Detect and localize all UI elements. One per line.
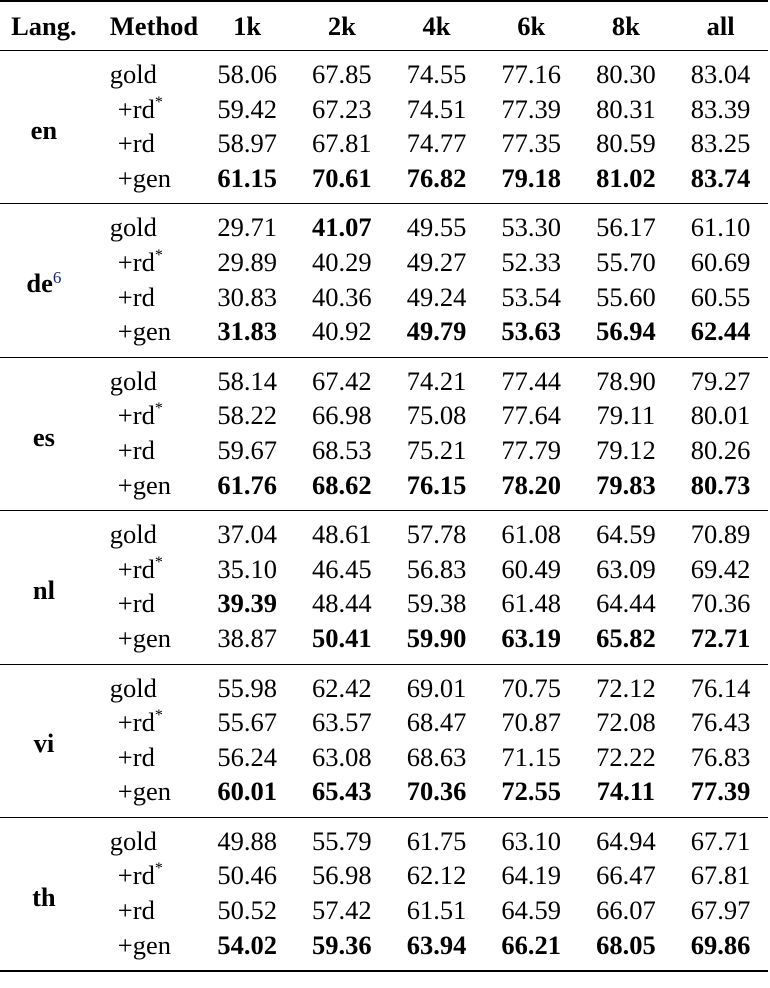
score-cell-4k: 74.51	[406, 93, 467, 124]
score-cell-all: 76.43	[690, 707, 751, 738]
method-cell	[88, 740, 200, 775]
score-cell-6k: 77.44	[501, 365, 561, 396]
table-row	[0, 92, 768, 127]
score-cell-8k: 55.60	[596, 281, 656, 312]
method-name: +gen	[117, 622, 172, 653]
score-cell-4k: 74.55	[406, 59, 467, 89]
method-name: +rd	[117, 707, 155, 738]
table-row	[0, 552, 768, 587]
method-name: +rd	[117, 281, 155, 312]
method-cell	[88, 928, 200, 972]
asterisk-marker: *	[154, 553, 163, 571]
score-cell-2k: 55.79	[312, 825, 372, 856]
method-cell	[88, 92, 200, 127]
method-name: +gen	[117, 469, 172, 500]
score-cell-2k: 63.57	[312, 707, 372, 738]
score-cell-6k: 77.39	[501, 93, 561, 124]
score-cell-8k: 64.59	[596, 519, 656, 550]
score-cell-4k: 75.08	[406, 400, 467, 431]
score-cell-all: 60.69	[690, 246, 751, 277]
score-cell-6k: 71.15	[501, 741, 561, 772]
language-label	[0, 51, 88, 204]
asterisk-marker: *	[154, 860, 163, 878]
score-cell-2k: 40.92	[312, 316, 372, 347]
score-cell-all: 67.81	[690, 860, 751, 891]
header-8k: 8k	[579, 1, 674, 51]
score-cell-1k: 58.06	[217, 59, 277, 89]
score-cell-1k: 31.83	[217, 316, 277, 347]
score-cell-6k: 78.20	[501, 469, 561, 500]
score-cell-8k: 56.17	[596, 212, 656, 243]
score-cell-8k: 55.70	[596, 246, 656, 277]
method-name: gold	[109, 365, 157, 396]
score-cell-6k: 63.10	[501, 825, 561, 856]
score-cell-6k: 70.87	[501, 707, 561, 738]
table-row	[0, 774, 768, 817]
method-cell	[88, 245, 200, 280]
table-row	[0, 398, 768, 433]
score-cell-4k: 76.15	[406, 469, 467, 500]
score-cell-1k: 61.15	[217, 162, 277, 193]
language-group-en	[0, 51, 768, 204]
score-cell-1k: 37.04	[217, 519, 277, 550]
score-cell-8k: 66.47	[596, 860, 656, 891]
method-cell	[88, 314, 200, 357]
score-cell-1k: 59.67	[217, 434, 277, 465]
method-name: +rd	[117, 895, 155, 926]
table-row	[0, 928, 768, 972]
score-cell-2k: 57.42	[312, 895, 372, 926]
score-cell-2k: 40.36	[312, 281, 372, 312]
score-cell-1k: 60.01	[217, 776, 277, 807]
method-cell	[88, 204, 200, 245]
method-cell	[88, 774, 200, 817]
method-cell	[88, 858, 200, 893]
score-cell-6k: 53.30	[501, 212, 561, 243]
method-cell	[88, 357, 200, 398]
score-cell-2k: 48.61	[312, 519, 372, 550]
method-name: +rd	[117, 128, 155, 159]
score-cell-8k: 72.08	[596, 707, 656, 738]
method-cell	[88, 664, 200, 705]
method-cell	[88, 433, 200, 468]
score-cell-6k: 52.33	[501, 246, 561, 277]
score-cell-all: 83.25	[690, 128, 751, 159]
score-cell-2k: 48.44	[312, 588, 372, 619]
score-cell-1k: 56.24	[217, 741, 277, 772]
header-1k: 1k	[200, 1, 295, 51]
table-row	[0, 817, 768, 858]
score-cell-1k: 58.22	[217, 400, 277, 431]
score-cell-8k: 63.09	[596, 553, 656, 584]
header-lang: Lang.	[0, 1, 88, 51]
score-cell-4k: 59.38	[406, 588, 467, 619]
score-cell-8k: 72.12	[596, 672, 656, 703]
score-cell-6k: 72.55	[501, 776, 561, 807]
score-cell-4k: 74.77	[406, 128, 467, 159]
score-cell-4k: 49.24	[406, 281, 467, 312]
table-row	[0, 511, 768, 552]
score-cell-4k: 69.01	[406, 672, 467, 703]
score-cell-2k: 40.29	[312, 246, 372, 277]
score-cell-6k: 63.19	[501, 622, 561, 653]
method-cell	[88, 552, 200, 587]
score-cell-8k: 80.31	[596, 93, 656, 124]
score-cell-8k: 72.22	[596, 741, 656, 772]
score-cell-2k: 41.07	[312, 212, 372, 243]
score-cell-8k: 74.11	[596, 776, 655, 807]
score-cell-6k: 53.54	[501, 281, 561, 312]
table-row	[0, 280, 768, 315]
table-row	[0, 740, 768, 775]
score-cell-8k: 56.94	[596, 316, 656, 347]
method-name: +rd	[117, 434, 155, 465]
score-cell-8k: 65.82	[596, 622, 656, 653]
table-row	[0, 245, 768, 280]
score-cell-8k: 78.90	[596, 365, 656, 396]
score-cell-all: 83.74	[690, 162, 751, 193]
score-cell-4k: 57.78	[406, 519, 467, 550]
score-cell-all: 69.42	[690, 553, 751, 584]
score-cell-2k: 67.85	[312, 59, 372, 89]
score-cell-all: 77.39	[690, 776, 751, 807]
method-name: +rd	[117, 588, 155, 619]
score-cell-2k: 62.42	[312, 672, 372, 703]
score-cell-6k: 66.21	[501, 929, 561, 960]
score-cell-1k: 38.87	[217, 622, 277, 653]
score-cell-1k: 50.52	[217, 895, 277, 926]
score-cell-1k: 50.46	[217, 860, 277, 891]
score-cell-4k: 76.82	[406, 162, 467, 193]
method-name: gold	[109, 825, 157, 856]
score-cell-all: 61.10	[690, 212, 751, 243]
method-cell	[88, 817, 200, 858]
method-cell	[88, 161, 200, 204]
language-code: nl	[32, 575, 55, 606]
score-cell-2k: 50.41	[312, 622, 372, 653]
method-cell	[88, 280, 200, 315]
table-row	[0, 893, 768, 928]
score-cell-all: 60.55	[690, 281, 751, 312]
score-cell-6k: 77.79	[501, 434, 561, 465]
method-name: +rd	[117, 246, 155, 277]
table-row	[0, 468, 768, 511]
asterisk-marker: *	[154, 707, 163, 725]
method-name: gold	[109, 59, 157, 89]
method-cell	[88, 51, 200, 92]
score-cell-2k: 68.53	[312, 434, 372, 465]
score-cell-6k: 79.18	[501, 162, 561, 193]
score-cell-4k: 63.94	[406, 929, 467, 960]
method-name: +rd	[117, 860, 155, 891]
language-code: es	[32, 421, 55, 452]
score-cell-2k: 65.43	[312, 776, 372, 807]
score-cell-8k: 81.02	[596, 162, 656, 193]
score-cell-all: 72.71	[690, 622, 751, 653]
table-row	[0, 858, 768, 893]
score-cell-1k: 59.42	[217, 93, 277, 124]
method-cell	[88, 621, 200, 664]
language-group-th	[0, 817, 768, 971]
method-name: +gen	[117, 162, 172, 193]
asterisk-marker: *	[154, 93, 163, 111]
score-cell-2k: 67.81	[312, 128, 372, 159]
language-label	[0, 511, 88, 664]
language-code: de	[26, 268, 53, 299]
language-code: th	[32, 881, 56, 912]
table-row	[0, 705, 768, 740]
score-cell-1k: 54.02	[217, 929, 277, 960]
score-cell-4k: 68.63	[406, 741, 467, 772]
table-row	[0, 204, 768, 245]
table-row	[0, 126, 768, 161]
method-cell	[88, 705, 200, 740]
language-group-nl	[0, 511, 768, 664]
method-name: gold	[109, 672, 157, 703]
score-cell-6k: 77.35	[501, 128, 561, 159]
score-cell-6k: 64.19	[501, 860, 561, 891]
table-row	[0, 586, 768, 621]
method-name: +rd	[117, 93, 155, 124]
score-cell-1k: 55.67	[217, 707, 277, 738]
table-row	[0, 664, 768, 705]
score-cell-8k: 64.94	[596, 825, 656, 856]
score-cell-2k: 67.42	[312, 365, 372, 396]
score-cell-all: 79.27	[690, 365, 751, 396]
language-label	[0, 817, 88, 971]
method-name: gold	[109, 212, 157, 243]
score-cell-8k: 66.07	[596, 895, 656, 926]
asterisk-marker: *	[154, 400, 163, 418]
score-cell-8k: 79.83	[596, 469, 656, 500]
score-cell-all: 80.26	[690, 434, 751, 465]
language-group-vi	[0, 664, 768, 817]
score-cell-all: 76.83	[690, 741, 751, 772]
score-cell-1k: 58.97	[217, 128, 277, 159]
score-cell-2k: 63.08	[312, 741, 372, 772]
score-cell-all: 80.73	[690, 469, 751, 500]
score-cell-all: 83.39	[690, 93, 751, 124]
method-cell	[88, 511, 200, 552]
score-cell-6k: 61.48	[501, 588, 561, 619]
score-cell-6k: 61.08	[501, 519, 561, 550]
score-cell-1k: 29.71	[217, 212, 277, 243]
header-2k: 2k	[294, 1, 389, 51]
score-cell-6k: 77.16	[501, 59, 561, 89]
score-cell-8k: 80.59	[596, 128, 656, 159]
score-cell-4k: 49.79	[406, 316, 467, 347]
method-name: +gen	[117, 776, 172, 807]
language-label	[0, 357, 88, 510]
score-cell-8k: 80.30	[596, 59, 656, 89]
score-cell-1k: 39.39	[217, 588, 277, 619]
score-cell-2k: 46.45	[312, 553, 372, 584]
score-cell-1k: 35.10	[217, 553, 277, 584]
header-row	[0, 1, 768, 51]
language-code: en	[30, 114, 58, 145]
score-cell-4k: 49.55	[406, 212, 467, 243]
score-cell-2k: 66.98	[312, 400, 372, 431]
score-cell-8k: 64.44	[596, 588, 656, 619]
language-label	[0, 204, 88, 357]
score-cell-4k: 61.51	[406, 895, 467, 926]
score-cell-2k: 56.98	[312, 860, 372, 891]
score-cell-6k: 77.64	[501, 400, 561, 431]
score-cell-2k: 67.23	[312, 93, 372, 124]
score-cell-4k: 62.12	[406, 860, 467, 891]
score-cell-all: 70.36	[690, 588, 751, 619]
method-cell	[88, 398, 200, 433]
header-method: Method	[88, 1, 200, 51]
score-cell-4k: 49.27	[406, 246, 467, 277]
method-name: +rd	[117, 553, 155, 584]
method-name: gold	[109, 519, 157, 550]
table-row	[0, 433, 768, 468]
method-cell	[88, 468, 200, 511]
language-group-de	[0, 204, 768, 357]
score-cell-6k: 64.59	[501, 895, 561, 926]
method-cell	[88, 586, 200, 621]
score-cell-4k: 74.21	[406, 365, 467, 396]
header-all: all	[673, 1, 768, 51]
table-row	[0, 314, 768, 357]
score-cell-1k: 49.88	[217, 825, 277, 856]
score-cell-2k: 59.36	[312, 929, 372, 960]
asterisk-marker: *	[154, 246, 163, 264]
method-cell	[88, 126, 200, 161]
footnote-link[interactable]: 6	[52, 268, 62, 288]
score-cell-1k: 61.76	[217, 469, 277, 500]
language-group-es	[0, 357, 768, 510]
score-cell-6k: 70.75	[501, 672, 561, 703]
score-cell-1k: 30.83	[217, 281, 277, 312]
header-4k: 4k	[389, 1, 484, 51]
score-cell-1k: 55.98	[217, 672, 277, 703]
method-name: +gen	[117, 316, 172, 347]
table-header	[0, 1, 768, 51]
method-name: +gen	[117, 929, 172, 960]
method-name: +rd	[117, 400, 155, 431]
score-cell-all: 70.89	[690, 519, 751, 550]
table-row	[0, 161, 768, 204]
header-6k: 6k	[484, 1, 579, 51]
score-cell-all: 80.01	[690, 400, 751, 431]
score-cell-4k: 56.83	[406, 553, 467, 584]
method-name: +rd	[117, 741, 155, 772]
score-cell-4k: 59.90	[406, 622, 467, 653]
score-cell-1k: 58.14	[217, 365, 277, 396]
score-cell-6k: 53.63	[501, 316, 561, 347]
score-cell-8k: 79.11	[596, 400, 656, 431]
table-row	[0, 357, 768, 398]
score-cell-4k: 75.21	[406, 434, 467, 465]
score-cell-all: 67.71	[690, 825, 751, 856]
table-row	[0, 51, 768, 92]
score-cell-1k: 29.89	[217, 246, 277, 277]
language-code: vi	[33, 728, 55, 759]
score-cell-4k: 61.75	[406, 825, 467, 856]
score-cell-8k: 68.05	[596, 929, 656, 960]
language-label	[0, 664, 88, 817]
table-row	[0, 621, 768, 664]
score-cell-all: 62.44	[690, 316, 751, 347]
score-cell-all: 69.86	[690, 929, 751, 960]
score-cell-2k: 68.62	[312, 469, 372, 500]
score-cell-all: 83.04	[690, 59, 751, 89]
score-cell-4k: 70.36	[406, 776, 467, 807]
score-cell-4k: 68.47	[406, 707, 467, 738]
score-cell-6k: 60.49	[501, 553, 561, 584]
score-cell-all: 76.14	[690, 672, 751, 703]
score-cell-8k: 79.12	[596, 434, 656, 465]
score-cell-all: 67.97	[690, 895, 751, 926]
score-cell-2k: 70.61	[312, 162, 372, 193]
method-cell	[88, 893, 200, 928]
